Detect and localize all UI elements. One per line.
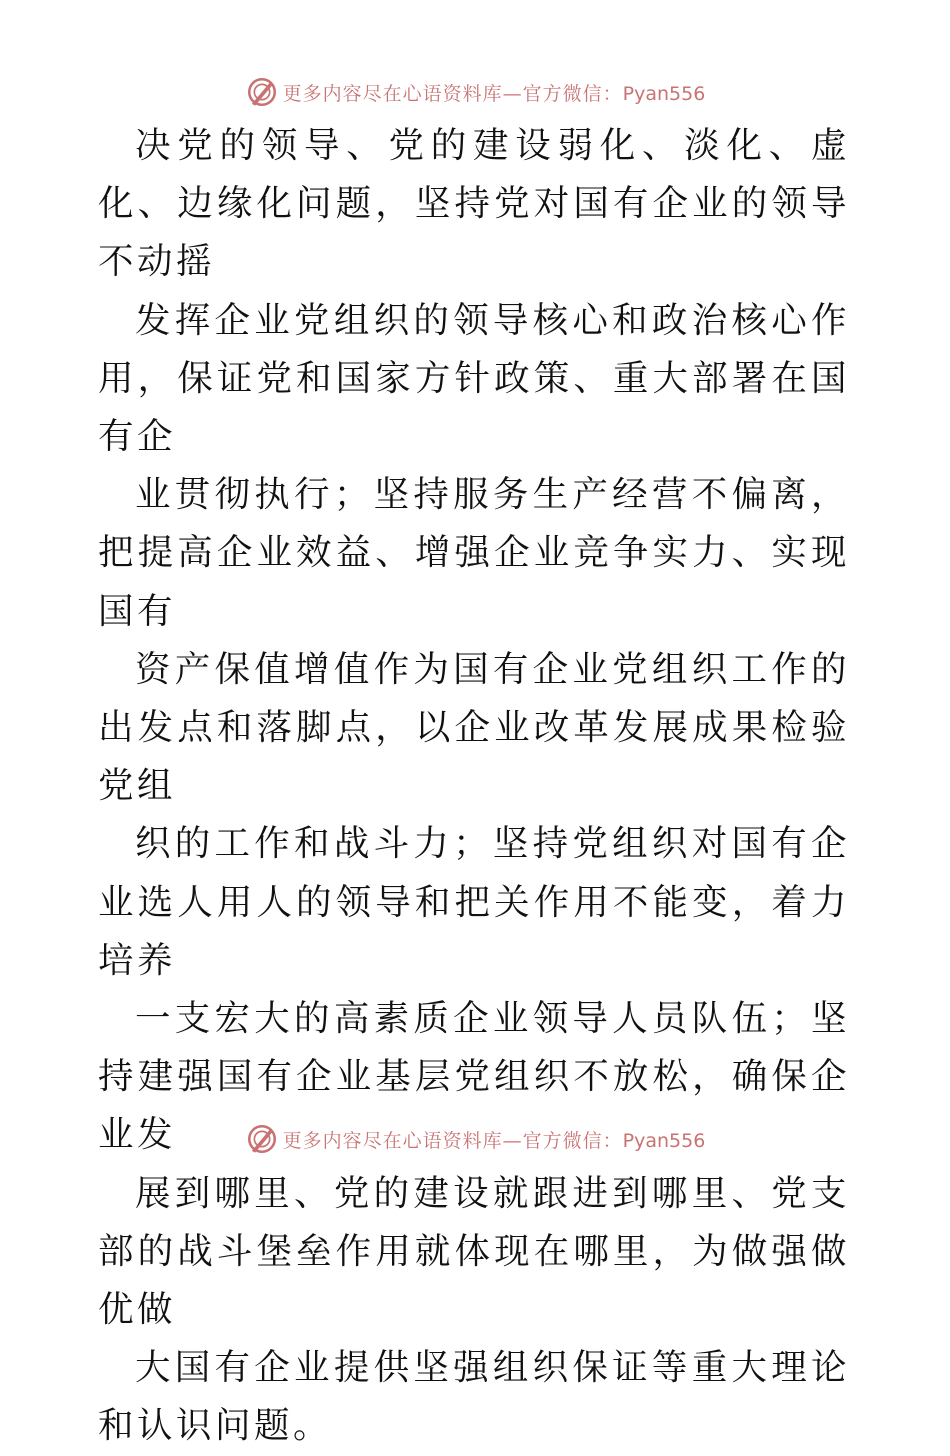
quill-logo-icon	[245, 75, 279, 109]
document-body	[98, 117, 850, 1456]
footer-watermark	[0, 1117, 950, 1161]
paragraph: 业贯彻执行；坚持服务生产经营不偏离，把提高企业效益、增强企业竞争实力、实现国有	[98, 474, 850, 632]
paragraph: 织的工作和战斗力；坚持党组织对国有企业选人用人的领导和把关作用不能变，着力培养	[98, 823, 850, 981]
watermark-id: Pyan556	[622, 1129, 706, 1152]
watermark-id: Pyan556	[622, 82, 706, 105]
quill-logo-icon	[245, 1122, 279, 1156]
paragraph: 展到哪里、党的建设就跟进到哪里、党支部的战斗堡垒作用就体现在哪里，为做强做优做	[98, 1172, 850, 1331]
watermark-text: 更多内容尽在心语资料库—官方微信：	[282, 82, 623, 105]
paragraph: 一支宏大的高素质企业领导人员队伍；坚持建强国有企业基层党组织不放松，确保企业发	[98, 998, 850, 1156]
header-watermark	[0, 70, 950, 114]
paragraph: 大国有企业提供坚强组织保证等重大理论和认识问题。	[98, 1347, 850, 1447]
paragraph: 发挥企业党组织的领导核心和政治核心作用，保证党和国家方针政策、重大部署在国有企	[98, 299, 850, 458]
watermark-text: 更多内容尽在心语资料库—官方微信：	[282, 1129, 623, 1152]
paragraph: 资产保值增值作为国有企业党组织工作的出发点和落脚点，以企业改革发展成果检验党组	[98, 648, 850, 807]
paragraph: 决党的领导、党的建设弱化、淡化、虚化、边缘化问题，坚持党对国有企业的领导不动摇	[98, 125, 850, 283]
